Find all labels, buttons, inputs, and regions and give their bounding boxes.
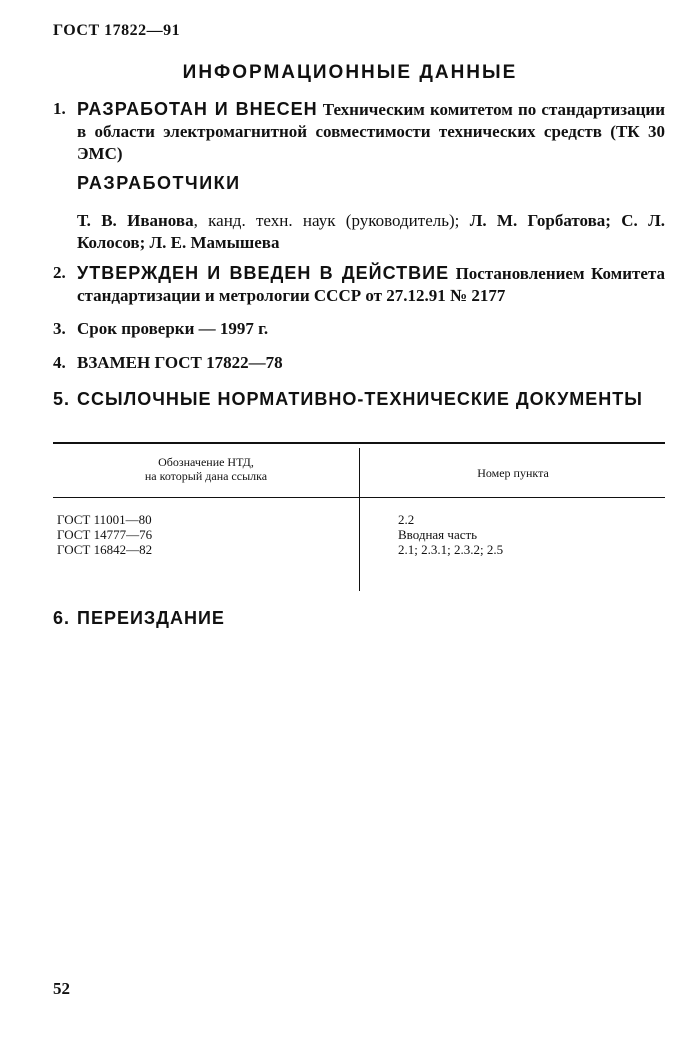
developer-names: Л. М. Горбатова; С. Л. Колосов; Л. Е. Мамышева — [77, 211, 666, 252]
item-text: ПЕРЕИЗДАНИЕ — [77, 608, 225, 628]
item-text: Срок проверки — 1997 г. — [77, 319, 269, 338]
item-number: 1. — [53, 99, 66, 118]
item-lead: РАЗРАБОТАН И ВНЕСЕН — [77, 99, 318, 119]
item-lead: УТВЕРЖДЕН И ВВЕДЕН В ДЕЙСТВИЕ — [77, 263, 450, 283]
item-replaces — [53, 352, 665, 374]
table-cell-document: ГОСТ 11001—80 — [57, 512, 152, 527]
table-header-rule — [53, 497, 665, 498]
item-text: Постановлением Комитета стандартизации и метрологии СССР от 27.12.91 № 2177 — [77, 264, 666, 305]
item-text: ВЗАМЕН ГОСТ 17822—78 — [77, 353, 283, 372]
item-developed — [53, 98, 665, 165]
document-title: ИНФОРМАЦИОННЫЕ ДАННЫЕ — [182, 62, 518, 83]
table-top-rule — [53, 442, 665, 444]
item-text: Техническим комитетом по стандартизации в области электромагнитной совместимости технических средств (ТК 30 ЭМС) — [77, 100, 666, 163]
item-approved — [53, 262, 665, 307]
table-cell-document: ГОСТ 14777—76 — [57, 527, 153, 542]
table-cell-clause: 2.1; 2.3.1; 2.3.2; 2.5 — [398, 542, 504, 557]
page-number: 52 — [53, 979, 70, 998]
table-column-documents — [57, 512, 152, 557]
item-number: 4. — [53, 353, 66, 372]
item-number: 6. — [53, 608, 71, 628]
item-number: 5. — [53, 389, 71, 409]
item-review-period — [53, 318, 665, 340]
table-column-clauses — [398, 512, 503, 557]
table-header-clause: Номер пункта — [477, 466, 549, 480]
table-header-document: Обозначение НТД, на который дана ссылка — [144, 455, 268, 483]
developer-name: Т. В. Иванова — [77, 211, 194, 230]
table-cell-clause: Вводная часть — [398, 527, 478, 542]
page-header: ГОСТ 17822—91 — [53, 22, 181, 39]
developer-role: , канд. техн. наук (руководитель); — [193, 211, 470, 230]
item-reissue — [53, 607, 665, 629]
item-reference-docs — [53, 388, 665, 410]
item-text: ССЫЛОЧНЫЕ НОРМАТИВНО-ТЕХНИЧЕСКИЕ ДОКУМЕНТЫ — [77, 389, 643, 409]
item-number: 2. — [53, 263, 66, 282]
table-cell-document: ГОСТ 16842—82 — [57, 542, 153, 557]
table-cell-clause: 2.2 — [398, 512, 415, 527]
developers-list — [77, 210, 665, 254]
item-number: 3. — [53, 319, 66, 338]
table-column-divider — [359, 448, 360, 591]
developers-heading: РАЗРАБОТЧИКИ — [77, 173, 241, 193]
